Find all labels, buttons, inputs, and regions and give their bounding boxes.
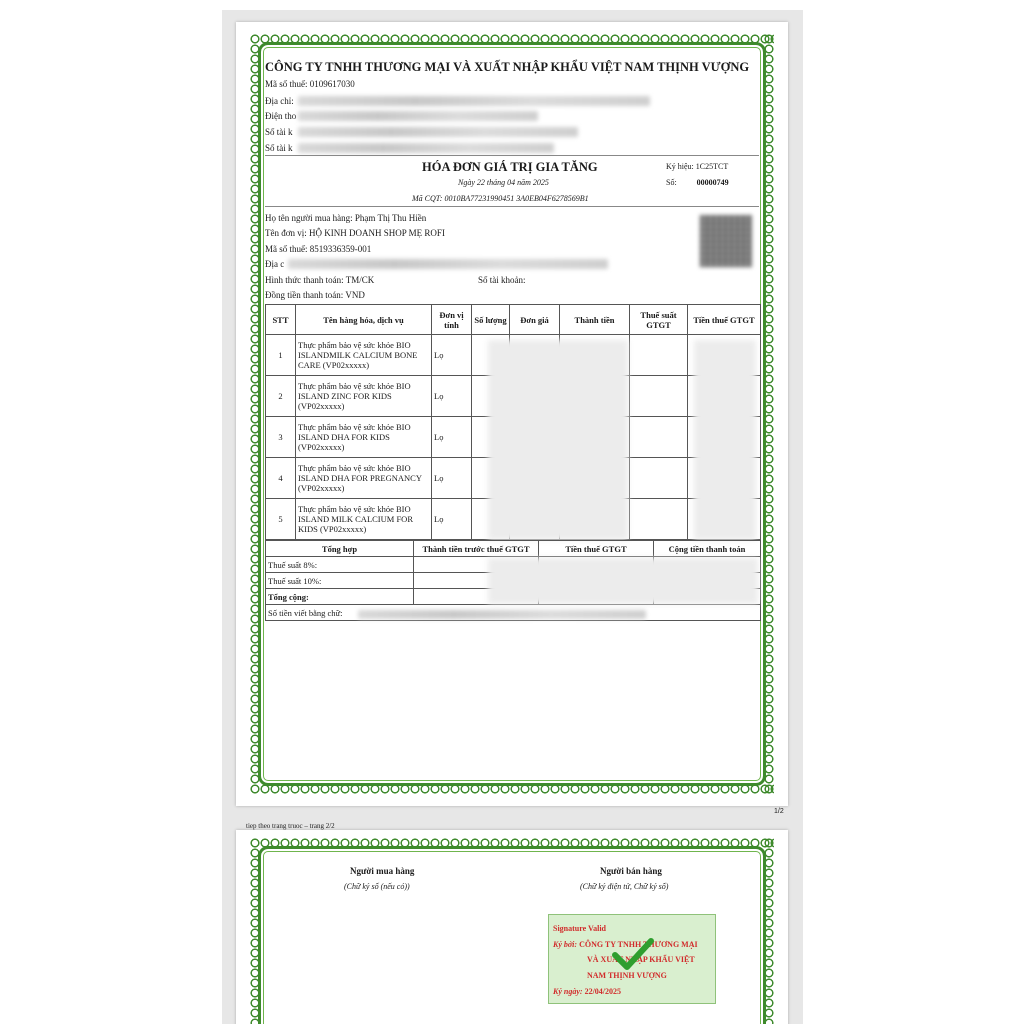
- buyer-name-label: Họ tên người mua hàng:: [265, 213, 353, 223]
- seller-signature-note: (Chữ ký điện tử, Chữ ký số): [580, 882, 669, 891]
- redacted-values: [488, 340, 628, 540]
- invoice-page-2: [236, 830, 788, 1024]
- buyer-tax-row: [265, 244, 371, 254]
- signed-date-row: [553, 987, 621, 996]
- buyer-unit: HỘ KINH DOANH SHOP MẸ ROFI: [309, 228, 445, 238]
- summary-label: Thuế suất 10%:: [266, 573, 414, 589]
- number-value: 00000749: [696, 178, 729, 187]
- company-name: CÔNG TY TNHH THƯƠNG MẠI VÀ XUẤT NHẬP KHẨU VIỆT NAM THỊNH VƯỢNG: [265, 60, 750, 74]
- company-tax-label: Mã số thuế:: [265, 79, 308, 89]
- currency-label: Đồng tiền thanh toán:: [265, 290, 344, 300]
- divider: [265, 155, 759, 156]
- checkmark-icon: [611, 937, 655, 971]
- buyer-signature-note: (Chữ ký số (nếu có)): [344, 882, 410, 891]
- invoice-cqt-code: Mã CQT: 0010BA77231990451 3A0EB04F6278569B1: [412, 194, 589, 203]
- buyer-unit-row: [265, 228, 445, 238]
- redacted-buyer-address: [288, 259, 608, 269]
- row-name: Thực phẩm bảo vệ sức khỏe BIO ISLAND DHA FOR PREGNANCY (VP02xxxxx): [296, 458, 432, 499]
- invoice-title: HÓA ĐƠN GIÁ TRỊ GIA TĂNG: [422, 160, 598, 174]
- summary-label: Thuế suất 8%:: [266, 557, 414, 573]
- buyer-account-label: Số tài khoản:: [478, 275, 526, 285]
- company-tax-code: 0109617030: [309, 79, 355, 89]
- row-unit: Lọ: [432, 335, 472, 376]
- col-header-stt: STT: [266, 305, 296, 335]
- row-stt: 4: [266, 458, 296, 499]
- summary-header-row: [266, 541, 761, 557]
- col-header-name: Tên hàng hóa, dịch vụ: [296, 305, 432, 335]
- redacted-account-1: [298, 127, 578, 137]
- company-address-label: Địa chỉ:: [265, 96, 294, 106]
- row-stt: 1: [266, 335, 296, 376]
- payment-value: TM/CK: [345, 275, 375, 285]
- invoice-page-1: [236, 22, 788, 815]
- buyer-signature-title: Người mua hàng: [350, 866, 415, 876]
- company-tax-row: [265, 79, 355, 89]
- company-account-label-2: Số tài k: [265, 143, 293, 153]
- summary-header-payable: Cộng tiền thanh toán: [654, 541, 761, 557]
- summary-label: Tổng cộng:: [266, 589, 414, 605]
- buyer-unit-label: Tên đơn vị:: [265, 228, 307, 238]
- signed-by-line-3: NAM THỊNH VƯỢNG: [587, 971, 667, 980]
- row-unit: Lọ: [432, 458, 472, 499]
- amount-in-words-label: Số tiền viết bằng chữ:: [266, 605, 761, 621]
- page-number: 1/2: [774, 808, 784, 815]
- row-stt: 2: [266, 376, 296, 417]
- summary-header-vat: Tiền thuế GTGT: [539, 541, 654, 557]
- signed-date: 22/04/2025: [584, 987, 622, 996]
- signed-by-label: Ký bởi:: [553, 940, 578, 949]
- seller-signature-title: Người bán hàng: [600, 866, 662, 876]
- invoice-symbol: [666, 162, 728, 171]
- invoice-date: Ngày 22 tháng 04 năm 2025: [458, 178, 549, 187]
- signature-valid-label: Signature Valid: [553, 924, 606, 933]
- redacted-vat: [694, 340, 756, 540]
- signed-by-line-2: VÀ XUẤT NHẬP KHẨU VIỆT: [587, 955, 695, 964]
- col-header-price: Đơn giá: [510, 305, 560, 335]
- row-name: Thực phẩm bảo vệ sức khỏe BIO ISLAND DHA FOR KIDS (VP02xxxxx): [296, 417, 432, 458]
- row-rate-redacted: [630, 417, 688, 458]
- number-label: Số:: [666, 178, 677, 187]
- row-rate-redacted: [630, 335, 688, 376]
- row-name: Thực phẩm bảo vệ sức khỏe BIO ISLAND MILK CALCIUM FOR KIDS (VP02xxxxx): [296, 499, 432, 540]
- divider: [265, 206, 759, 207]
- payment-row: [265, 275, 374, 285]
- col-header-qty: Số lượng: [472, 305, 510, 335]
- company-phone-label: Điện tho: [265, 111, 297, 121]
- qr-code-image: [700, 215, 752, 267]
- redacted-phone: [298, 111, 538, 121]
- row-rate-redacted: [630, 499, 688, 540]
- row-stt: 3: [266, 417, 296, 458]
- items-header-row: [266, 305, 761, 335]
- signed-date-label: Ký ngày:: [553, 987, 583, 996]
- invoice-number: [666, 178, 729, 187]
- company-account-label-1: Số tài k: [265, 127, 293, 137]
- row-stt: 5: [266, 499, 296, 540]
- summary-header-pretax: Thành tiền trước thuế GTGT: [414, 541, 539, 557]
- buyer-tax-label: Mã số thuế:: [265, 244, 308, 254]
- digital-signature-box[interactable]: [548, 914, 716, 1004]
- col-header-amount: Thành tiền: [560, 305, 630, 335]
- redacted-summary: [488, 558, 758, 604]
- symbol-value: 1C25TCT: [695, 162, 729, 171]
- redacted-amount-words: [358, 610, 646, 619]
- currency-row: [265, 290, 365, 300]
- col-header-unit: Đơn vị tính: [432, 305, 472, 335]
- row-name: Thực phẩm bảo vệ sức khỏe BIO ISLANDMILK CALCIUM BONE CARE (VP02xxxxx): [296, 335, 432, 376]
- buyer-address-label: Địa c: [265, 259, 285, 269]
- currency-value: VND: [345, 290, 365, 300]
- buyer-name-row: [265, 213, 426, 223]
- redacted-address: [298, 96, 650, 106]
- row-unit: Lọ: [432, 417, 472, 458]
- signed-by-line-1: CÔNG TY TNHH THƯƠNG MẠI: [579, 940, 698, 949]
- row-rate-redacted: [630, 376, 688, 417]
- row-unit: Lọ: [432, 376, 472, 417]
- continued-note: tiep theo trang truoc – trang 2/2: [246, 822, 335, 830]
- row-name: Thực phẩm bảo vệ sức khỏe BIO ISLAND ZINC FOR KIDS (VP02xxxxx): [296, 376, 432, 417]
- payment-label: Hình thức thanh toán:: [265, 275, 344, 285]
- col-header-vat-amount: Tiền thuế GTGT: [688, 305, 761, 335]
- document-viewer[interactable]: [222, 10, 803, 1024]
- buyer-tax-code: 8519336359-001: [309, 244, 372, 254]
- col-header-vat-rate: Thuế suất GTGT: [630, 305, 688, 335]
- row-unit: Lọ: [432, 499, 472, 540]
- symbol-label: Ký hiệu:: [666, 162, 694, 171]
- row-rate-redacted: [630, 458, 688, 499]
- buyer-name: Phạm Thị Thu Hiền: [354, 213, 427, 223]
- redacted-account-2: [298, 143, 554, 153]
- summary-header-total: Tổng hợp: [266, 541, 414, 557]
